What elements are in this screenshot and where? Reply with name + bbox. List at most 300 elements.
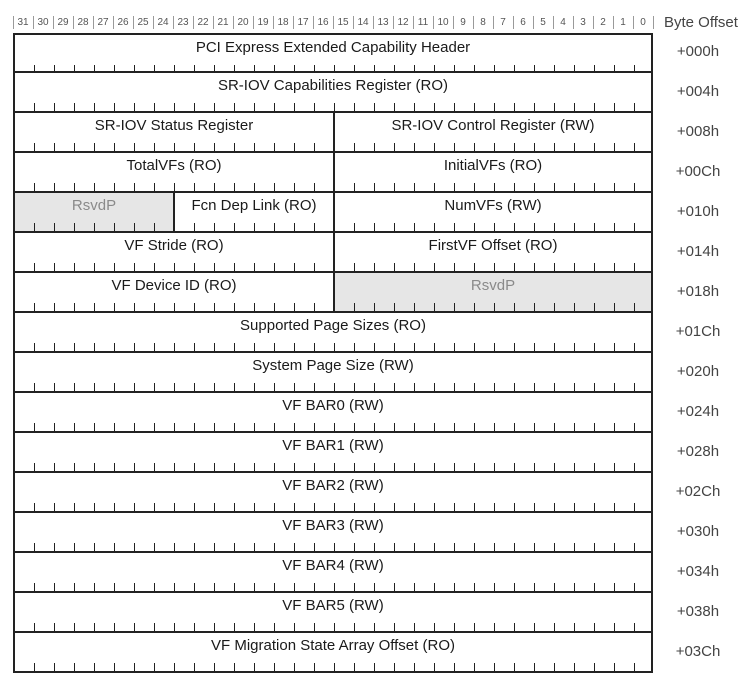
bit-tick <box>394 503 395 511</box>
bit-tick <box>214 503 215 511</box>
register-field <box>13 393 653 431</box>
bit-tick <box>594 303 595 311</box>
bit-tick <box>414 65 415 73</box>
bit-tick <box>414 503 415 511</box>
bit-tick <box>174 423 175 431</box>
bit-tick <box>54 583 55 591</box>
bit-tick <box>394 663 395 671</box>
bit-tick <box>134 263 135 271</box>
bit-tick <box>234 263 235 271</box>
register-field <box>13 633 653 671</box>
bit-tick <box>474 223 475 231</box>
bit-tick <box>614 65 615 73</box>
bit-tick <box>614 343 615 351</box>
bit-tick <box>394 543 395 551</box>
byte-offset-label: +034h <box>676 563 720 580</box>
bit-tick <box>74 303 75 311</box>
bit-tick <box>34 463 35 471</box>
bit-tick <box>474 583 475 591</box>
bit-tick <box>74 663 75 671</box>
bit-number: 19 <box>257 17 269 28</box>
bit-tick <box>134 423 135 431</box>
bit-tick <box>234 65 235 73</box>
bit-tick <box>394 183 395 191</box>
register-row <box>13 33 653 73</box>
register-field <box>13 35 653 73</box>
bit-tick <box>434 623 435 631</box>
bit-tick <box>294 143 295 151</box>
bit-tick <box>154 583 155 591</box>
bit-tick <box>454 303 455 311</box>
bit-tick <box>434 583 435 591</box>
bit-tick <box>174 383 175 391</box>
bit-tick <box>234 543 235 551</box>
bit-tick <box>354 383 355 391</box>
bit-tick <box>294 463 295 471</box>
bit-tick <box>454 503 455 511</box>
bit-tick <box>114 143 115 151</box>
bit-tick <box>614 383 615 391</box>
bit-tick <box>634 383 635 391</box>
bit-tick <box>634 143 635 151</box>
bit-tick <box>94 663 95 671</box>
bit-tick <box>614 583 615 591</box>
bit-tick <box>134 543 135 551</box>
bit-separator <box>293 16 294 29</box>
bit-tick <box>254 65 255 73</box>
bit-tick <box>634 103 635 111</box>
bit-tick <box>554 583 555 591</box>
bit-separator <box>513 16 514 29</box>
bit-tick <box>174 65 175 73</box>
bit-tick <box>594 263 595 271</box>
bit-tick <box>574 623 575 631</box>
bit-tick <box>434 383 435 391</box>
bit-tick <box>414 343 415 351</box>
byte-offset-title: Byte Offset <box>664 14 738 31</box>
register-row <box>13 353 653 393</box>
bit-number: 21 <box>217 17 229 28</box>
register-field <box>333 113 653 151</box>
bit-tick <box>54 503 55 511</box>
bit-tick <box>94 183 95 191</box>
bit-tick <box>134 343 135 351</box>
bit-tick <box>574 543 575 551</box>
bit-tick <box>314 303 315 311</box>
bit-tick <box>634 663 635 671</box>
bit-tick <box>434 503 435 511</box>
byte-offset-label: +00Ch <box>675 163 721 180</box>
bit-tick <box>634 183 635 191</box>
bit-tick <box>54 543 55 551</box>
bit-tick <box>414 263 415 271</box>
bit-tick <box>54 343 55 351</box>
bit-tick <box>414 183 415 191</box>
bit-tick <box>34 343 35 351</box>
bit-tick <box>334 583 335 591</box>
bit-tick <box>614 463 615 471</box>
bit-number: 18 <box>277 17 289 28</box>
bit-tick <box>74 583 75 591</box>
bit-tick <box>454 343 455 351</box>
bit-tick <box>354 263 355 271</box>
bit-tick <box>634 303 635 311</box>
bit-tick <box>314 383 315 391</box>
bit-tick <box>114 543 115 551</box>
bit-tick <box>274 663 275 671</box>
bit-tick <box>534 263 535 271</box>
bit-number: 14 <box>357 17 369 28</box>
bit-tick <box>494 303 495 311</box>
bit-tick <box>354 103 355 111</box>
bit-tick <box>134 583 135 591</box>
bit-tick <box>594 543 595 551</box>
bit-tick <box>194 303 195 311</box>
bit-tick <box>474 263 475 271</box>
bit-tick <box>554 183 555 191</box>
bit-tick <box>34 263 35 271</box>
bit-tick <box>614 103 615 111</box>
bit-tick <box>54 143 55 151</box>
bit-tick <box>134 663 135 671</box>
bit-tick <box>154 143 155 151</box>
bit-tick <box>374 383 375 391</box>
bit-tick <box>474 183 475 191</box>
bit-tick <box>474 143 475 151</box>
bit-tick <box>34 503 35 511</box>
bit-tick <box>134 503 135 511</box>
bit-tick <box>634 583 635 591</box>
bit-tick <box>494 183 495 191</box>
bit-tick <box>194 103 195 111</box>
bit-tick <box>454 423 455 431</box>
bit-tick <box>394 223 395 231</box>
bit-tick <box>554 143 555 151</box>
bit-tick <box>414 303 415 311</box>
bit-tick <box>34 183 35 191</box>
bit-tick <box>594 103 595 111</box>
bit-tick <box>354 143 355 151</box>
bit-tick <box>354 463 355 471</box>
bit-tick <box>214 223 215 231</box>
bit-separator <box>253 16 254 29</box>
field-label: RsvdP <box>71 197 117 214</box>
bit-tick <box>554 103 555 111</box>
bit-number: 22 <box>197 17 209 28</box>
register-field <box>333 233 653 271</box>
bit-tick <box>454 663 455 671</box>
bit-tick <box>254 343 255 351</box>
bit-tick <box>74 623 75 631</box>
bit-tick <box>594 463 595 471</box>
bit-tick <box>94 343 95 351</box>
bit-tick <box>514 103 515 111</box>
bit-tick <box>474 383 475 391</box>
bit-tick <box>54 223 55 231</box>
reserved-field <box>333 273 653 311</box>
register-field <box>13 153 333 191</box>
register-row <box>13 313 653 353</box>
bit-tick <box>534 65 535 73</box>
bit-tick <box>574 183 575 191</box>
bit-tick <box>514 183 515 191</box>
bit-tick <box>534 303 535 311</box>
register-row <box>13 393 653 433</box>
bit-tick <box>354 583 355 591</box>
bit-separator <box>573 16 574 29</box>
bit-tick <box>294 663 295 671</box>
bit-tick <box>354 183 355 191</box>
bit-tick <box>394 463 395 471</box>
bit-number: 7 <box>500 17 506 28</box>
bit-tick <box>434 183 435 191</box>
bit-tick <box>174 503 175 511</box>
bit-separator <box>213 16 214 29</box>
bit-tick <box>534 623 535 631</box>
bit-separator <box>333 16 334 29</box>
bit-tick <box>94 143 95 151</box>
bit-tick <box>434 143 435 151</box>
bit-tick <box>454 143 455 151</box>
bit-tick <box>274 423 275 431</box>
bit-tick <box>254 303 255 311</box>
bit-tick <box>334 543 335 551</box>
bit-tick <box>134 223 135 231</box>
register-row <box>13 433 653 473</box>
bit-tick <box>274 503 275 511</box>
bit-tick <box>374 263 375 271</box>
bit-tick <box>274 65 275 73</box>
bit-tick <box>514 463 515 471</box>
bit-tick <box>354 223 355 231</box>
bit-tick <box>114 65 115 73</box>
bit-tick <box>214 183 215 191</box>
bit-tick <box>334 383 335 391</box>
bit-separator <box>593 16 594 29</box>
bit-number: 0 <box>640 17 646 28</box>
bit-tick <box>94 303 95 311</box>
register-field <box>13 473 653 511</box>
bit-tick <box>534 663 535 671</box>
bit-tick <box>354 623 355 631</box>
byte-offset-label: +038h <box>676 603 720 620</box>
bit-tick <box>594 143 595 151</box>
bit-tick <box>614 623 615 631</box>
bit-tick <box>554 503 555 511</box>
bit-tick <box>214 623 215 631</box>
bit-separator <box>413 16 414 29</box>
bit-tick <box>334 503 335 511</box>
bit-tick <box>514 143 515 151</box>
bit-number: 31 <box>17 17 29 28</box>
bit-tick <box>174 663 175 671</box>
bit-tick <box>274 223 275 231</box>
bit-tick <box>474 65 475 73</box>
bit-number: 8 <box>480 17 486 28</box>
bit-tick <box>214 663 215 671</box>
bit-tick <box>114 663 115 671</box>
bit-tick <box>274 263 275 271</box>
field-label: Supported Page Sizes (RO) <box>240 317 426 334</box>
bit-tick <box>114 103 115 111</box>
bit-tick <box>514 423 515 431</box>
bit-tick <box>494 263 495 271</box>
bit-tick <box>294 303 295 311</box>
bit-tick <box>114 183 115 191</box>
bit-tick <box>254 263 255 271</box>
bit-tick <box>414 623 415 631</box>
bit-tick <box>294 103 295 111</box>
bit-tick <box>34 383 35 391</box>
bit-number: 6 <box>520 17 526 28</box>
bit-tick <box>174 263 175 271</box>
field-label: VF Migration State Array Offset (RO) <box>211 637 455 654</box>
register-table <box>13 33 653 673</box>
bit-tick <box>474 423 475 431</box>
bit-tick <box>474 503 475 511</box>
bit-tick <box>414 543 415 551</box>
bit-tick <box>94 65 95 73</box>
bit-separator <box>233 16 234 29</box>
bit-tick <box>234 623 235 631</box>
bit-tick <box>554 463 555 471</box>
bit-tick <box>314 263 315 271</box>
bit-tick <box>294 183 295 191</box>
bit-tick <box>194 65 195 73</box>
bit-tick <box>154 463 155 471</box>
bit-tick <box>414 463 415 471</box>
bit-tick <box>514 223 515 231</box>
bit-tick <box>234 583 235 591</box>
register-field <box>13 353 653 391</box>
bit-tick <box>334 65 335 73</box>
bit-tick <box>194 263 195 271</box>
bit-tick <box>574 223 575 231</box>
bit-separator <box>13 16 14 29</box>
bit-separator <box>173 16 174 29</box>
bit-tick <box>74 463 75 471</box>
bit-tick <box>354 343 355 351</box>
bit-tick <box>234 143 235 151</box>
bit-tick <box>574 383 575 391</box>
bit-separator <box>633 16 634 29</box>
bit-tick <box>574 463 575 471</box>
bit-separator <box>113 16 114 29</box>
bit-tick <box>154 423 155 431</box>
bit-tick <box>194 623 195 631</box>
bit-tick <box>54 423 55 431</box>
bit-separator <box>493 16 494 29</box>
bit-tick <box>234 223 235 231</box>
bit-tick <box>114 623 115 631</box>
bit-tick <box>54 183 55 191</box>
bit-tick <box>94 103 95 111</box>
bit-tick <box>54 303 55 311</box>
bit-tick <box>214 543 215 551</box>
bit-tick <box>394 65 395 73</box>
bit-tick <box>494 343 495 351</box>
bit-tick <box>554 223 555 231</box>
bit-tick <box>574 343 575 351</box>
bit-tick <box>194 663 195 671</box>
bit-tick <box>214 343 215 351</box>
byte-offset-label: +010h <box>676 203 720 220</box>
bit-tick <box>414 103 415 111</box>
bit-tick <box>534 583 535 591</box>
bit-tick <box>194 503 195 511</box>
bit-tick <box>434 263 435 271</box>
bit-tick <box>54 463 55 471</box>
bit-tick <box>74 343 75 351</box>
bit-tick <box>254 623 255 631</box>
bit-tick <box>314 343 315 351</box>
bit-tick <box>314 423 315 431</box>
reserved-field <box>13 193 173 231</box>
bit-tick <box>454 223 455 231</box>
bit-tick <box>454 623 455 631</box>
bit-tick <box>314 463 315 471</box>
bit-tick <box>534 383 535 391</box>
register-row <box>13 193 653 233</box>
bit-tick <box>94 463 95 471</box>
bit-tick <box>114 223 115 231</box>
bit-tick <box>314 623 315 631</box>
bit-tick <box>554 423 555 431</box>
field-label: VF BAR0 (RW) <box>282 397 384 414</box>
bit-tick <box>294 263 295 271</box>
bit-tick <box>634 463 635 471</box>
bit-tick <box>354 65 355 73</box>
bit-tick <box>54 103 55 111</box>
bit-tick <box>494 383 495 391</box>
bit-tick <box>534 223 535 231</box>
bit-tick <box>54 263 55 271</box>
bit-tick <box>74 143 75 151</box>
bit-number: 13 <box>377 17 389 28</box>
bit-tick <box>554 663 555 671</box>
bit-tick <box>414 223 415 231</box>
bit-number: 29 <box>57 17 69 28</box>
bit-tick <box>174 623 175 631</box>
bit-tick <box>434 463 435 471</box>
bit-tick <box>94 543 95 551</box>
bit-tick <box>434 663 435 671</box>
bit-tick <box>574 303 575 311</box>
bit-tick <box>254 583 255 591</box>
byte-offset-label: +000h <box>676 43 720 60</box>
bit-tick <box>214 423 215 431</box>
register-field <box>333 193 653 231</box>
bit-tick <box>494 423 495 431</box>
bit-tick <box>314 503 315 511</box>
bit-tick <box>354 423 355 431</box>
bit-tick <box>374 663 375 671</box>
bit-tick <box>494 663 495 671</box>
bit-tick <box>394 423 395 431</box>
bit-tick <box>314 663 315 671</box>
bit-tick <box>114 303 115 311</box>
bit-tick <box>134 383 135 391</box>
bit-tick <box>134 463 135 471</box>
bit-separator <box>153 16 154 29</box>
bit-tick <box>594 423 595 431</box>
bit-tick <box>474 103 475 111</box>
bit-tick <box>154 103 155 111</box>
field-label: VF BAR2 (RW) <box>282 477 384 494</box>
bit-tick <box>254 223 255 231</box>
bit-tick <box>534 543 535 551</box>
bit-tick <box>554 623 555 631</box>
